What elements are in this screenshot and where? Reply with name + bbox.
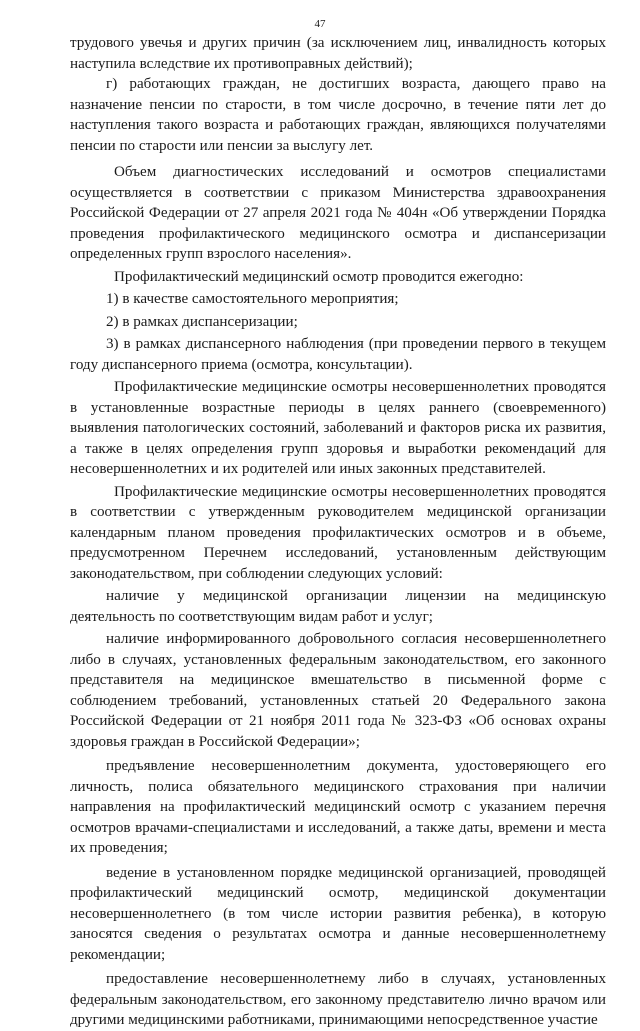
- paragraph: трудового увечья и других причин (за исключением лиц, инвалидность которых наступила вследствие их противоправных действий);: [70, 35, 606, 72]
- paragraph: Объем диагностических исследований и осмотров специалистами осуществляется в соответствии с приказом Министерства здравоохранения Российской Федерации от 27 апреля 2021 года № 404н «Об утверждении Порядка проведения профилактического медицинского осмотра и диспансеризации определенных групп взрослого населения».: [70, 164, 606, 262]
- page-body: [70, 33, 606, 1031]
- list-item-2: 2) в рамках диспансеризации;: [106, 313, 298, 330]
- condition-item: предоставление несовершеннолетнему либо в случаях, установленных федеральным законодательством, его законному представителю лично врачом или другими медицинскими работниками, принимающими непосредственное участие: [70, 971, 606, 1028]
- list-item-3: 3) в рамках диспансерного наблюдения (при проведении первого в текущем году диспансерного приема (осмотра, консультации).: [70, 336, 606, 373]
- condition-item: предъявление несовершеннолетним документа, удостоверяющего его личность, полиса обязательного медицинского страхования при наличии направления на профилактический медицинский осмотр с указанием перечня осмотров врачами-специалистами и исследований, а также даты, времени и места их проведения;: [70, 758, 606, 856]
- list-item-1: 1) в качестве самостоятельного мероприятия;: [106, 291, 399, 307]
- paragraph: Профилактические медицинские осмотры несовершеннолетних проводятся в установленные возрастные периоды в целях раннего (своевременного) выявления патологических состояний, заболеваний и факторов риска их развития, а также в целях определения групп здоровья и выработки рекомендаций для несовершеннолетних и их родителей или иных законных представителей.: [70, 379, 606, 477]
- paragraph: Профилактический медицинский осмотр проводится ежегодно:: [114, 268, 524, 285]
- list-item-g: г) работающих граждан, не достигших возраста, дающего право на назначение пенсии по старости, в том числе досрочно, в течение пяти лет до наступления такого возраста и работающих граждан, являющихся получателями пенсии по старости или пенсии за выслугу лет.: [70, 76, 606, 154]
- page-number: 47: [314, 18, 326, 30]
- condition-item: наличие у медицинской организации лицензии на медицинскую деятельность по соответствующим видам работ и услуг;: [70, 588, 606, 625]
- condition-item: ведение в установленном порядке медицинской организацией, проводящей профилактический медицинский осмотр, медицинской документации несовершеннолетнего (в том числе истории развития ребенка), в которую заносятся сведения о результатах осмотра и данные несовершеннолетнему рекомендации;: [70, 864, 606, 963]
- condition-item: наличие информированного добровольного согласия несовершеннолетнего либо в случаях, установленных федеральным законодательством, его законного представителя на медицинское вмешательство в письменной форме с соблюдением требований, установленных статьей 20 Федерального закона Российской Федерации от 21 ноября 2011 года № 323-ФЗ «Об основах охраны здоровья граждан в Российской Федерации»;: [70, 631, 606, 750]
- paragraph: Профилактические медицинские осмотры несовершеннолетних проводятся в соответствии с утвержденным руководителем медицинской организации календарным планом проведения профилактических осмотров и в объеме, предусмотренном Перечнем исследований, установленным действующим законодательством, при соблюдении следующих условий:: [70, 483, 606, 582]
